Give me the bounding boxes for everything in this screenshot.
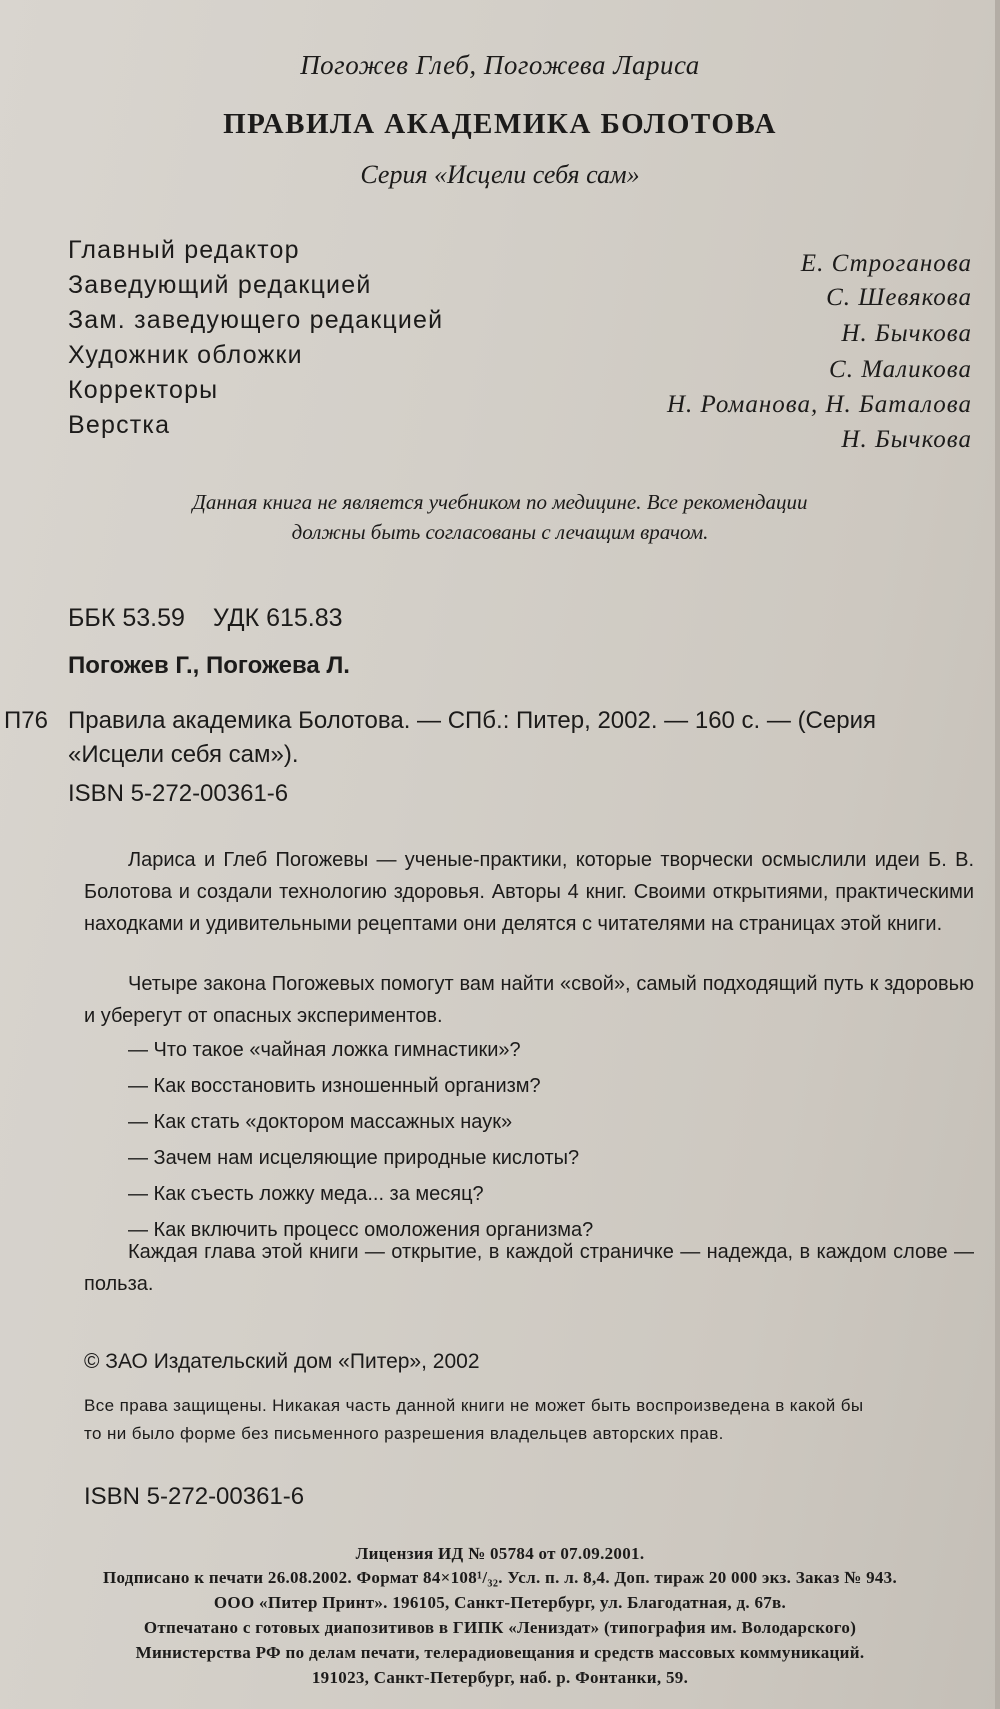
- bibliographic-description: Правила академика Болотова. — СПб.: Питер, 2002. — 160 с. — (Серия: [68, 707, 876, 734]
- bbk-code: ББК 53.59: [68, 604, 185, 632]
- credit-role: Корректоры: [68, 376, 219, 404]
- rights-notice: [84, 1392, 964, 1448]
- annotation-paragraph: Четыре закона Погожевых помогут вам найти «свой», самый подходящий путь к здоровью и уберегут от опасных экспериментов.: [84, 973, 974, 1027]
- annotation-paragraph: Каждая глава этой книги — открытие, в каждой страничке — надежда, в каждом слове — польза.: [84, 1241, 974, 1295]
- bibliographic-description: «Исцели себя сам»).: [68, 741, 299, 768]
- copyright-line: © ЗАО Издательский дом «Питер», 2002: [84, 1350, 480, 1373]
- imprint-line: Подписано к печати 26.08.2002. Формат 84×108¹/₃₂. Усл. п. л. 8,4. Доп. тираж 20 000 экз. Заказ № 943.: [102, 1568, 898, 1587]
- imprint-line: Отпечатано с готовых диапозитивов в ГИПК «Лениздат» (типография им. Володарского): [143, 1618, 857, 1637]
- question-item: — Зачем нам исцеляющие природные кислоты?: [128, 1147, 580, 1169]
- page-edge: [995, 0, 1000, 1709]
- imprint-line: Лицензия ИД № 05784 от 07.09.2001.: [355, 1544, 645, 1563]
- credit-role: Главный редактор: [68, 236, 300, 264]
- authors-header: Погожев Глеб, Погожева Лариса: [300, 50, 700, 80]
- credit-name: С. Шевякова: [826, 284, 972, 311]
- credit-name: Н. Бычкова: [841, 320, 972, 347]
- credit-name: Е. Строганова: [800, 250, 972, 277]
- question-item: — Как включить процесс омоложения организма?: [128, 1219, 594, 1241]
- disclaimer-line: должны быть согласованы с лечащим врачом.: [291, 520, 709, 544]
- credit-role: Верстка: [68, 411, 171, 439]
- credit-name: Н. Бычкова: [841, 426, 972, 453]
- classification-codes: [68, 604, 371, 633]
- disclaimer-line: Данная книга не является учебником по медицине. Все рекомендации: [192, 490, 808, 514]
- question-item: — Как съесть ложку меда... за месяц?: [128, 1183, 484, 1205]
- credit-role: Заведующий редакцией: [68, 271, 372, 299]
- udk-code: УДК 615.83: [212, 604, 343, 632]
- isbn: ISBN 5-272-00361-6: [68, 780, 289, 807]
- classmark: П76: [4, 707, 48, 734]
- imprint-line: ООО «Питер Принт». 196105, Санкт-Петербург, ул. Благодатная, д. 67в.: [213, 1593, 787, 1612]
- question-item: — Как восстановить изношенный организм?: [128, 1075, 541, 1097]
- question-item: — Что такое «чайная ложка гимнастики»?: [128, 1039, 521, 1061]
- series-name: Серия «Исцели себя сам»: [360, 160, 640, 189]
- credit-role: Художник обложки: [68, 341, 303, 369]
- bibliographic-authors: Погожев Г., Погожева Л.: [68, 652, 350, 679]
- credit-name: Н. Романова, Н. Баталова: [666, 391, 972, 418]
- book-title: ПРАВИЛА АКАДЕМИКА БОЛОТОВА: [223, 108, 777, 140]
- question-item: — Как стать «доктором массажных наук»: [128, 1111, 513, 1133]
- isbn: ISBN 5-272-00361-6: [84, 1483, 305, 1510]
- annotation-paragraph: Лариса и Глеб Погожевы — ученые-практики, которые творчески осмыслили идеи Б. В. Болотова и создали технологию здоровья. Авторы 4 книг. Своими открытиями, практическими находками и удивительными рецептами они делятся с читателями на страницах этой книги.: [84, 849, 974, 935]
- rights-line: Все права защищены. Никакая часть данной книги не может быть воспроизведена в какой бы: [84, 1396, 864, 1415]
- rights-line: то ни было форме без письменного разрешения владельцев авторских прав.: [84, 1424, 724, 1443]
- imprint-line: Министерства РФ по делам печати, телерадиовещания и средств массовых коммуникаций.: [135, 1643, 865, 1662]
- credit-name: С. Маликова: [829, 356, 972, 383]
- imprint-line: 191023, Санкт-Петербург, наб. р. Фонтанки, 59.: [311, 1668, 689, 1687]
- credit-role: Зам. заведующего редакцией: [68, 306, 444, 334]
